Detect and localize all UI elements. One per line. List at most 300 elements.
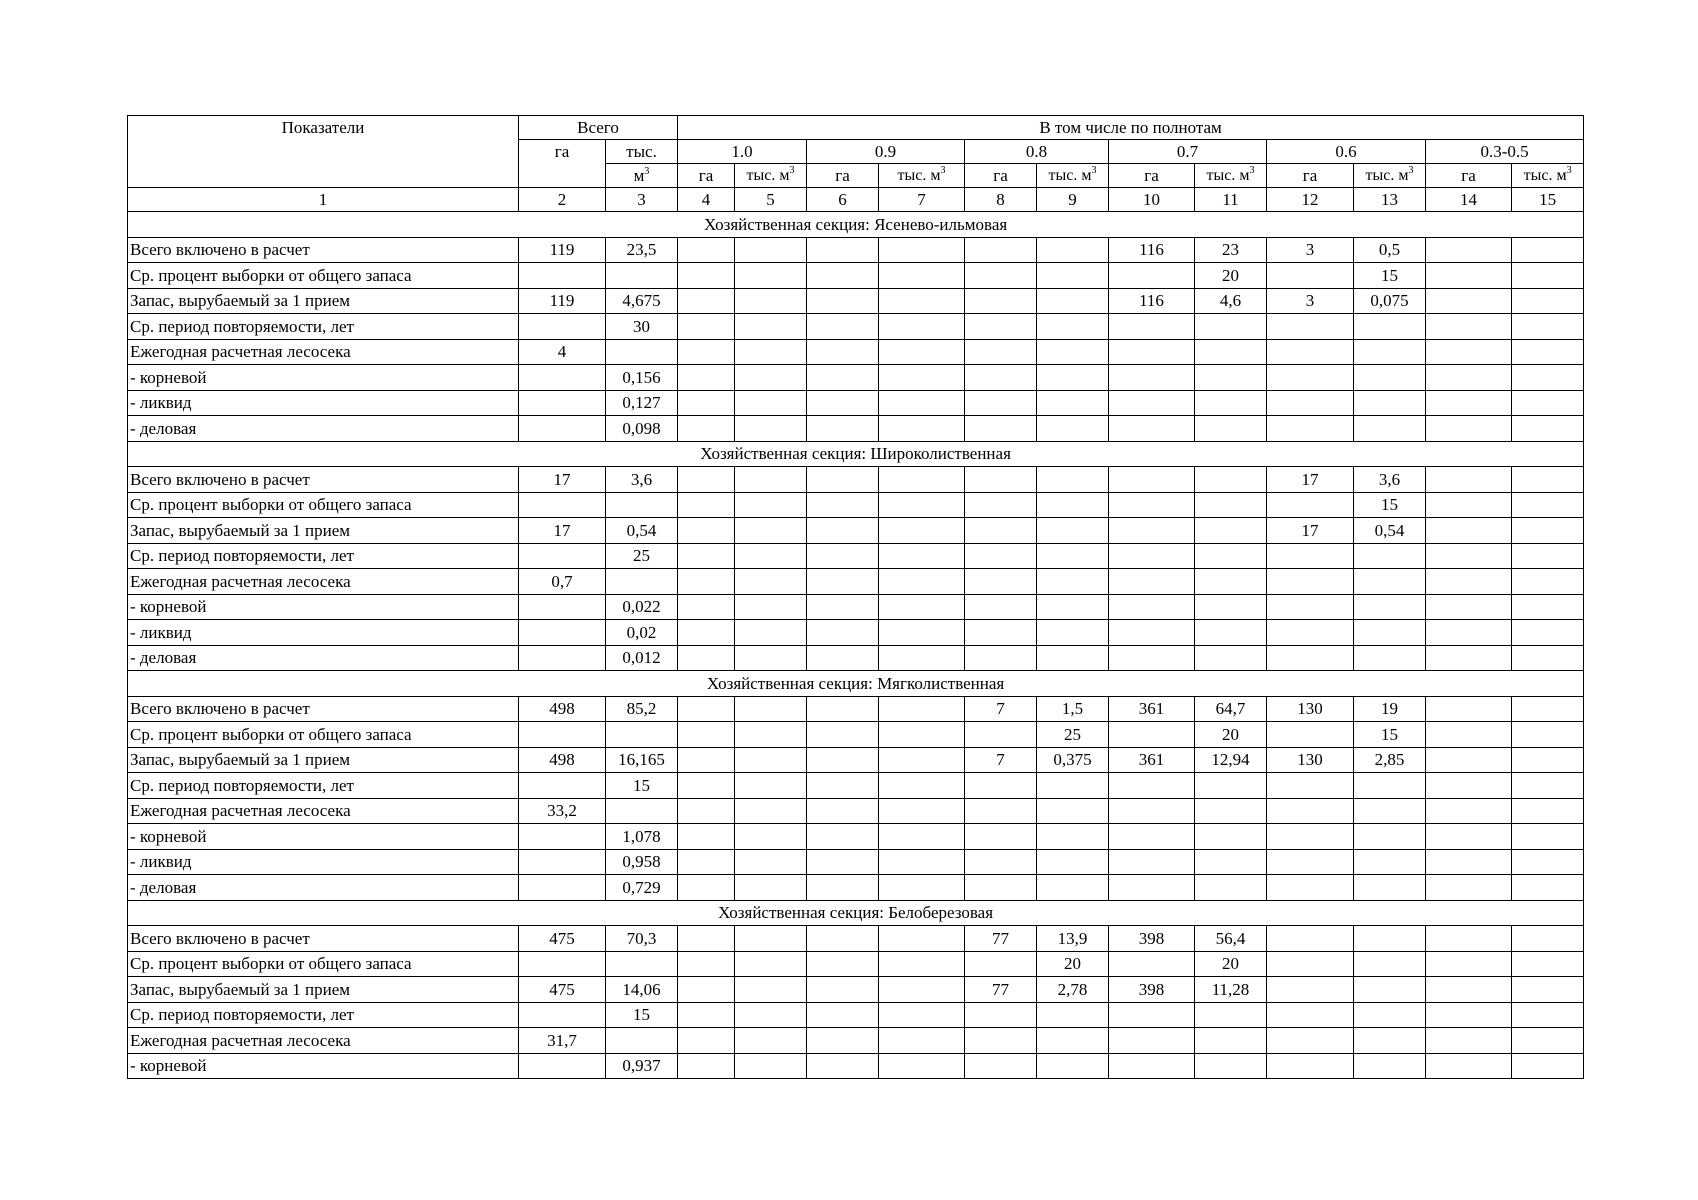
section-title: Хозяйственная секция: Широколиственная: [128, 441, 1584, 467]
table-cell: [1267, 1053, 1354, 1079]
table-cell: [1426, 390, 1512, 416]
table-cell: [965, 849, 1037, 875]
table-cell: 4,6: [1195, 288, 1267, 314]
table-cell: 119: [519, 237, 606, 263]
table-cell: [1037, 288, 1109, 314]
table-cell: 14,06: [606, 977, 678, 1003]
table-cell: [965, 645, 1037, 671]
table-row: [128, 620, 1584, 646]
table-cell: [735, 416, 807, 442]
table-cell: [965, 620, 1037, 646]
table-cell: [807, 416, 879, 442]
table-cell: 25: [1037, 722, 1109, 748]
table-cell: [879, 543, 965, 569]
row-label: Всего включено в расчет: [128, 696, 519, 722]
row-label: Всего включено в расчет: [128, 237, 519, 263]
table-cell: [1512, 492, 1584, 518]
table-cell: [1195, 518, 1267, 544]
table-cell: [1195, 620, 1267, 646]
table-cell: 15: [606, 773, 678, 799]
table-cell: [879, 594, 965, 620]
table-cell: [678, 390, 735, 416]
table-row: [128, 722, 1584, 748]
table-cell: [735, 365, 807, 391]
table-cell: [678, 824, 735, 850]
table-row: [128, 747, 1584, 773]
table-cell: [678, 543, 735, 569]
table-cell: [1354, 1053, 1426, 1079]
header-row-1: [128, 116, 1584, 140]
table-cell: [678, 620, 735, 646]
table-cell: [1512, 798, 1584, 824]
table-cell: [1512, 849, 1584, 875]
table-cell: [678, 263, 735, 289]
table-cell: [965, 237, 1037, 263]
table-cell: [1195, 1053, 1267, 1079]
table-cell: [1037, 620, 1109, 646]
table-cell: [1195, 390, 1267, 416]
table-cell: [1512, 747, 1584, 773]
table-cell: 15: [1354, 722, 1426, 748]
table-cell: [807, 645, 879, 671]
table-cell: [965, 773, 1037, 799]
table-cell: [965, 951, 1037, 977]
unit-ha-header: га: [1426, 164, 1512, 188]
by-density-header: В том числе по полнотам: [678, 116, 1584, 140]
table-cell: [1512, 926, 1584, 952]
table-cell: 2,85: [1354, 747, 1426, 773]
table-cell: [807, 849, 879, 875]
table-cell: [807, 390, 879, 416]
table-cell: [519, 1053, 606, 1079]
table-cell: [735, 773, 807, 799]
table-cell: 7: [965, 696, 1037, 722]
table-cell: [1267, 620, 1354, 646]
table-cell: [807, 798, 879, 824]
column-number: 3: [606, 188, 678, 212]
table-cell: [1267, 926, 1354, 952]
table-cell: [879, 849, 965, 875]
table-cell: [1426, 543, 1512, 569]
table-cell: 20: [1195, 951, 1267, 977]
table-cell: [606, 722, 678, 748]
unit-volume-header: [1512, 164, 1584, 188]
table-cell: [1354, 977, 1426, 1003]
table-cell: 498: [519, 696, 606, 722]
table-cell: [735, 747, 807, 773]
table-cell: [1267, 1002, 1354, 1028]
table-cell: [1426, 645, 1512, 671]
table-cell: [1512, 416, 1584, 442]
table-cell: [1195, 314, 1267, 340]
table-cell: [879, 773, 965, 799]
density-header-0-9: 0.9: [807, 140, 965, 164]
table-cell: 0,098: [606, 416, 678, 442]
table-cell: [1512, 773, 1584, 799]
unit-text: м: [633, 166, 645, 185]
table-cell: [1037, 1028, 1109, 1054]
table-cell: [1109, 1002, 1195, 1028]
table-row: [128, 492, 1584, 518]
row-label: - корневой: [128, 594, 519, 620]
table-cell: [1426, 798, 1512, 824]
total-volume-header-line2: [606, 164, 678, 188]
table-cell: [678, 747, 735, 773]
table-cell: [1512, 237, 1584, 263]
table-cell: [1426, 594, 1512, 620]
table-cell: 15: [1354, 263, 1426, 289]
cutting-area-table: [127, 115, 1584, 1079]
row-label: Всего включено в расчет: [128, 926, 519, 952]
table-cell: [735, 339, 807, 365]
table-cell: [807, 620, 879, 646]
table-cell: 17: [1267, 467, 1354, 493]
table-row: [128, 977, 1584, 1003]
table-cell: [965, 365, 1037, 391]
table-cell: [1037, 798, 1109, 824]
table-cell: [1426, 824, 1512, 850]
table-cell: [879, 1028, 965, 1054]
table-cell: [1267, 416, 1354, 442]
table-cell: [1109, 951, 1195, 977]
table-cell: 398: [1109, 926, 1195, 952]
table-cell: [1354, 569, 1426, 595]
table-cell: [735, 237, 807, 263]
table-cell: [1512, 288, 1584, 314]
table-cell: [965, 722, 1037, 748]
table-cell: [735, 569, 807, 595]
table-cell: [879, 926, 965, 952]
table-cell: [1512, 696, 1584, 722]
table-cell: [1037, 518, 1109, 544]
table-cell: [1267, 722, 1354, 748]
row-label: Ср. период повторяемости, лет: [128, 543, 519, 569]
table-cell: [1512, 951, 1584, 977]
table-cell: [519, 543, 606, 569]
table-cell: [879, 518, 965, 544]
row-label: Ежегодная расчетная лесосека: [128, 1028, 519, 1054]
table-cell: [1109, 339, 1195, 365]
table-cell: [1109, 849, 1195, 875]
table-cell: [1426, 365, 1512, 391]
table-row: [128, 365, 1584, 391]
table-cell: [1109, 416, 1195, 442]
table-cell: [1109, 1028, 1195, 1054]
unit-volume-header: [1354, 164, 1426, 188]
table-cell: [678, 977, 735, 1003]
table-body: [128, 212, 1584, 1079]
density-header-0-6: 0.6: [1267, 140, 1426, 164]
table-cell: [1426, 288, 1512, 314]
table-cell: [807, 594, 879, 620]
table-cell: [519, 263, 606, 289]
table-cell: [735, 722, 807, 748]
row-label: - ликвид: [128, 390, 519, 416]
table-cell: [807, 237, 879, 263]
table-cell: 475: [519, 977, 606, 1003]
table-cell: [1267, 365, 1354, 391]
table-cell: [735, 620, 807, 646]
table-cell: [1512, 263, 1584, 289]
unit-text: тыс. м: [1206, 166, 1250, 184]
table-cell: [1109, 492, 1195, 518]
table-row: [128, 390, 1584, 416]
table-cell: [879, 569, 965, 595]
table-cell: [879, 875, 965, 901]
table-cell: [519, 951, 606, 977]
table-cell: [678, 492, 735, 518]
table-row: [128, 1002, 1584, 1028]
table-cell: [1354, 798, 1426, 824]
table-cell: [879, 467, 965, 493]
table-cell: [1512, 594, 1584, 620]
table-cell: 119: [519, 288, 606, 314]
table-cell: 0,54: [606, 518, 678, 544]
density-header-0-3-0-5: 0.3-0.5: [1426, 140, 1584, 164]
table-cell: 0,156: [606, 365, 678, 391]
table-cell: [519, 314, 606, 340]
table-cell: [1037, 645, 1109, 671]
table-cell: [1426, 263, 1512, 289]
row-label: - деловая: [128, 416, 519, 442]
table-row: [128, 594, 1584, 620]
table-cell: [965, 390, 1037, 416]
column-number: 12: [1267, 188, 1354, 212]
table-cell: [1426, 620, 1512, 646]
table-cell: [606, 951, 678, 977]
unit-ha-header: га: [678, 164, 735, 188]
table-cell: [1109, 390, 1195, 416]
table-cell: [1426, 492, 1512, 518]
table-cell: [965, 1002, 1037, 1028]
table-cell: 31,7: [519, 1028, 606, 1054]
table-cell: [606, 798, 678, 824]
indicators-header: Показатели: [128, 116, 519, 188]
table-cell: [1109, 594, 1195, 620]
column-number: 5: [735, 188, 807, 212]
unit-text: тыс. м: [897, 166, 941, 184]
table-cell: [807, 492, 879, 518]
table-cell: [879, 824, 965, 850]
unit-superscript: 3: [940, 164, 946, 176]
table-row: [128, 773, 1584, 799]
table-cell: [678, 926, 735, 952]
table-cell: [1109, 798, 1195, 824]
table-cell: 25: [606, 543, 678, 569]
table-cell: [807, 722, 879, 748]
row-label: Ср. процент выборки от общего запаса: [128, 492, 519, 518]
table-cell: [1037, 237, 1109, 263]
table-cell: [1512, 645, 1584, 671]
table-cell: [1426, 747, 1512, 773]
table-row: [128, 518, 1584, 544]
table-cell: 17: [519, 518, 606, 544]
unit-ha-header: га: [807, 164, 879, 188]
table-cell: [519, 492, 606, 518]
table-cell: [1354, 875, 1426, 901]
table-cell: [519, 824, 606, 850]
table-cell: [678, 1053, 735, 1079]
table-header: [128, 116, 1584, 212]
table-cell: 7: [965, 747, 1037, 773]
table-cell: [807, 288, 879, 314]
table-cell: [1109, 1053, 1195, 1079]
table-row: [128, 798, 1584, 824]
table-cell: [1037, 849, 1109, 875]
table-cell: 130: [1267, 747, 1354, 773]
table-cell: [879, 1053, 965, 1079]
section-title: Хозяйственная секция: Мягколиственная: [128, 671, 1584, 697]
table-cell: [879, 798, 965, 824]
table-cell: [1109, 543, 1195, 569]
table-cell: [1195, 773, 1267, 799]
unit-volume-header: [735, 164, 807, 188]
table-cell: [1195, 416, 1267, 442]
table-cell: 4,675: [606, 288, 678, 314]
table-cell: [965, 798, 1037, 824]
table-cell: [1109, 518, 1195, 544]
table-cell: [1037, 314, 1109, 340]
column-number: 13: [1354, 188, 1426, 212]
table-cell: [879, 492, 965, 518]
table-cell: [1267, 1028, 1354, 1054]
table-cell: [965, 543, 1037, 569]
table-cell: [678, 416, 735, 442]
column-number: 2: [519, 188, 606, 212]
table-cell: [965, 518, 1037, 544]
table-cell: [735, 696, 807, 722]
table-cell: 1,5: [1037, 696, 1109, 722]
row-label: - деловая: [128, 645, 519, 671]
table-cell: [606, 263, 678, 289]
table-cell: 0,022: [606, 594, 678, 620]
table-cell: [1195, 569, 1267, 595]
table-cell: 70,3: [606, 926, 678, 952]
document-page: [127, 115, 1583, 1079]
table-row: [128, 926, 1584, 952]
table-cell: [519, 875, 606, 901]
table-cell: [1512, 620, 1584, 646]
table-cell: [807, 518, 879, 544]
row-label: Запас, вырубаемый за 1 прием: [128, 977, 519, 1003]
table-row: [128, 1053, 1584, 1079]
table-cell: [879, 365, 965, 391]
table-cell: [519, 416, 606, 442]
table-cell: [1195, 1028, 1267, 1054]
table-row: [128, 824, 1584, 850]
total-volume-header-line1: тыс.: [606, 140, 678, 164]
unit-volume-header: [879, 164, 965, 188]
table-cell: [1354, 416, 1426, 442]
table-cell: [1512, 722, 1584, 748]
table-cell: [1354, 951, 1426, 977]
table-cell: 15: [606, 1002, 678, 1028]
row-label: Запас, вырубаемый за 1 прием: [128, 747, 519, 773]
table-cell: [678, 288, 735, 314]
table-cell: [1037, 773, 1109, 799]
table-cell: [1109, 314, 1195, 340]
table-cell: [1512, 1028, 1584, 1054]
table-cell: 361: [1109, 696, 1195, 722]
table-cell: [1109, 824, 1195, 850]
section-header-row: [128, 212, 1584, 238]
table-cell: [735, 1053, 807, 1079]
table-cell: [606, 569, 678, 595]
table-cell: 12,94: [1195, 747, 1267, 773]
row-label: - корневой: [128, 1053, 519, 1079]
table-cell: [1267, 339, 1354, 365]
table-cell: 0,5: [1354, 237, 1426, 263]
table-cell: [735, 543, 807, 569]
table-row: [128, 569, 1584, 595]
table-cell: [965, 594, 1037, 620]
column-number: 11: [1195, 188, 1267, 212]
table-cell: [519, 390, 606, 416]
table-cell: [1426, 773, 1512, 799]
table-cell: [1354, 390, 1426, 416]
table-cell: 16,165: [606, 747, 678, 773]
table-cell: 0,012: [606, 645, 678, 671]
table-cell: 0,937: [606, 1053, 678, 1079]
table-cell: [735, 824, 807, 850]
table-cell: 56,4: [1195, 926, 1267, 952]
row-label: Ежегодная расчетная лесосека: [128, 798, 519, 824]
table-cell: 116: [1109, 288, 1195, 314]
table-cell: [1195, 543, 1267, 569]
table-cell: [879, 951, 965, 977]
table-cell: [1426, 339, 1512, 365]
table-cell: [807, 824, 879, 850]
table-cell: 0,375: [1037, 747, 1109, 773]
table-cell: [1267, 492, 1354, 518]
table-cell: [1195, 339, 1267, 365]
table-cell: [1512, 365, 1584, 391]
table-cell: [1512, 569, 1584, 595]
section-header-row: [128, 900, 1584, 926]
table-cell: [1426, 926, 1512, 952]
table-cell: [965, 1053, 1037, 1079]
table-cell: [1354, 773, 1426, 799]
table-cell: [519, 849, 606, 875]
density-header-1-0: 1.0: [678, 140, 807, 164]
table-cell: [1037, 492, 1109, 518]
table-cell: [1267, 951, 1354, 977]
table-cell: [1109, 875, 1195, 901]
table-cell: [1512, 467, 1584, 493]
table-cell: [807, 1028, 879, 1054]
table-cell: [1426, 1002, 1512, 1028]
table-cell: [735, 977, 807, 1003]
row-label: - корневой: [128, 365, 519, 391]
table-cell: [879, 390, 965, 416]
table-row: [128, 314, 1584, 340]
table-cell: [1426, 849, 1512, 875]
table-row: [128, 339, 1584, 365]
table-cell: [807, 1053, 879, 1079]
unit-superscript: 3: [789, 164, 795, 176]
table-cell: 3: [1267, 237, 1354, 263]
row-label: Ср. период повторяемости, лет: [128, 773, 519, 799]
total-ha-header: га: [519, 140, 606, 188]
table-cell: [807, 1002, 879, 1028]
table-row: [128, 696, 1584, 722]
table-row: [128, 467, 1584, 493]
table-cell: [678, 798, 735, 824]
table-cell: [678, 645, 735, 671]
row-label: Ср. процент выборки от общего запаса: [128, 263, 519, 289]
table-cell: [807, 339, 879, 365]
table-cell: [879, 288, 965, 314]
